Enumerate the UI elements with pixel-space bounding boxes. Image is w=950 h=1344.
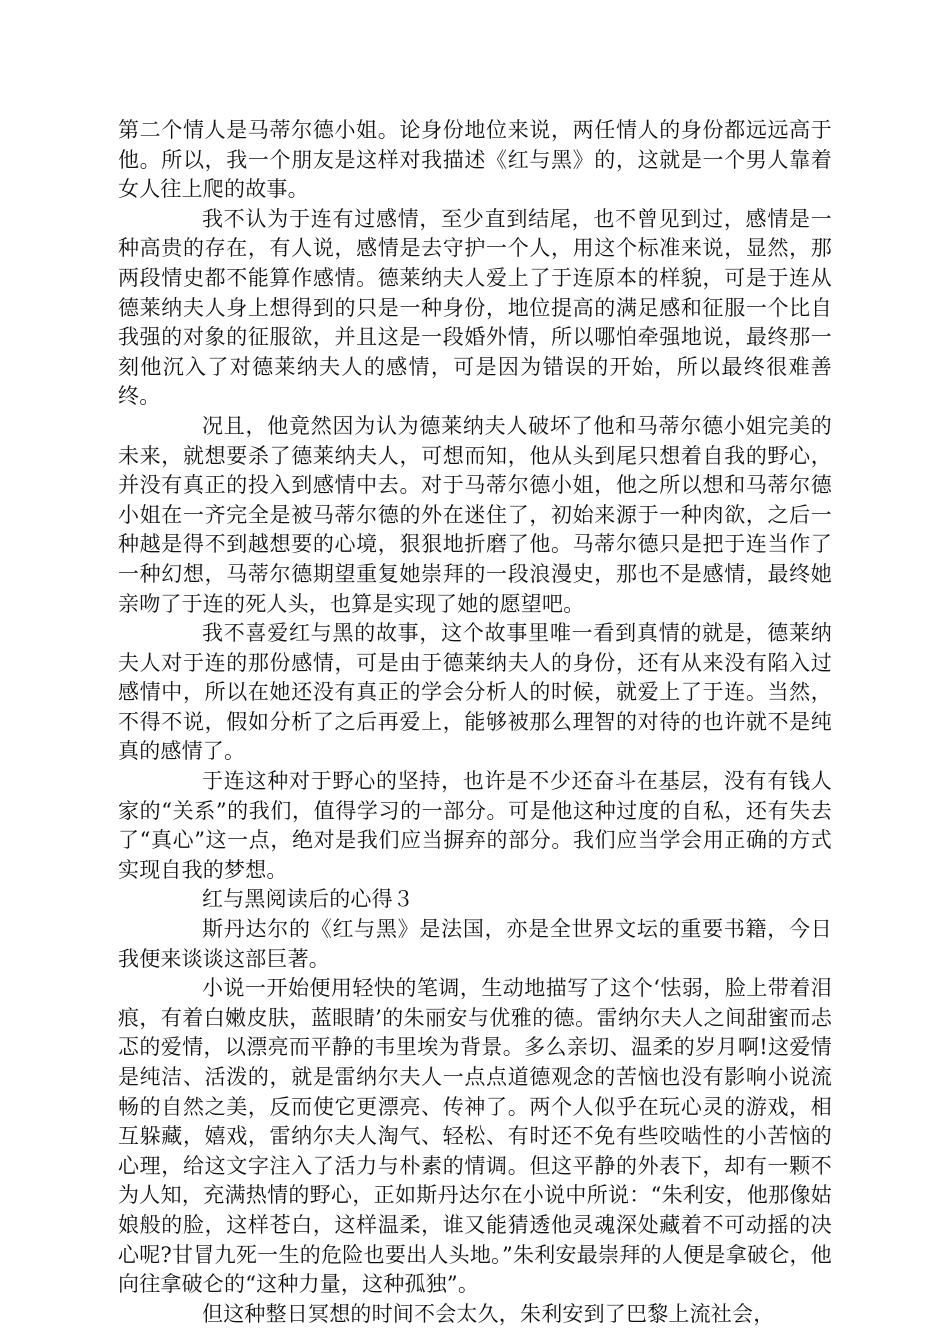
paragraph-2: 我不认为于连有过感情，至少直到结尾，也不曾见到过，感情是一种高贵的存在，有人说，感情是去守护一个人，用这个标准来说，显然，那两段情史都不能算作感情。德莱纳夫人爱上了于连原本的样貌，可是于连从德莱纳夫人身上想得到的只是一种身份，地位提高的满足感和征服一个比自我强的对象的征服欲，并且这是一段婚外情，所以哪怕牵强地说，最终那一刻他沉入了对德莱纳夫人的感情，可是因为错误的开始，所以最终很难善终。	[118, 206, 832, 409]
paragraph-1: 第二个情人是马蒂尔德小姐。论身份地位来说，两任情人的身份都远远高于他。所以，我一个朋友是这样对我描述《红与黑》的，这就是一个男人靠着女人往上爬的故事。	[118, 118, 832, 202]
paragraph-5: 于连这种对于野心的坚持，也许是不少还奋斗在基层，没有有钱人家的“关系”的我们，值得学习的一部分。可是他这种过度的自私，还有失去了“真心”这一点，绝对是我们应当摒弃的部分。我们应当学会用正确的方式实现自我的梦想。	[118, 769, 832, 882]
paragraph-8: 但这种整日冥想的时间不会太久，朱利安到了巴黎上流社会，	[202, 1301, 775, 1326]
paragraph-6: 斯丹达尔的《红与黑》是法国，亦是全世界文坛的重要书籍，今日我便来谈谈这部巨著。	[118, 917, 832, 971]
paragraph-3: 况且，他竟然因为认为德莱纳夫人破坏了他和马蒂尔德小姐完美的未来，就想要杀了德莱纳夫人，可想而知，他从头到尾只想着自我的野心，并没有真正的投入到感情中去。对于马蒂尔德小姐，他之所以想和马蒂尔德小姐在一齐完全是被马蒂尔德的外在迷住了，初始来源于一种肉欲，之后一种越是得不到越想要的心境，狠狠地折磨了他。马蒂尔德只是把于连当作了一种幻想，马蒂尔德期望重复她崇拜的一段浪漫史，那也不是感情，最终她亲吻了于连的死人头，也算是实现了她的愿望吧。	[118, 413, 832, 616]
section-heading: 红与黑阅读后的心得３	[202, 887, 414, 912]
document-body	[118, 116, 832, 1329]
paragraph-4: 我不喜爱红与黑的故事，这个故事里唯一看到真情的就是，德莱纳夫人对于连的那份感情，可是由于德莱纳夫人的身份，还有从来没有陷入过感情中，所以在她还没有真正的学会分析人的时候，就爱上了于连。当然，不得不说，假如分析了之后再爱上，能够被那么理智的对待的也许就不是纯真的感情了。	[118, 621, 832, 764]
paragraph-7: 小说一开始便用轻快的笔调，生动地描写了这个‘怯弱，脸上带着泪痕，有着白嫩皮肤，蓝眼睛’的朱丽安与优雅的德。雷纳尔夫人之间甜蜜而忐忑的爱情，以漂亮而平静的韦里埃为背景。多么亲切、温柔的岁月啊!这爱情是纯洁、活泼的，就是雷纳尔夫人一点点道德观念的苦恼也没有影响小说流畅的自然之美，反而使它更漂亮、传神了。两个人似乎在玩心灵的游戏，相互躲藏，嬉戏，雷纳尔夫人淘气、轻松、有时还不免有些咬啮性的小苦恼的心理，给这文字注入了活力与朴素的情调。但这平静的外表下，却有一颗不为人知，充满热情的野心，正如斯丹达尔在小说中所说：“朱利安，他那像姑娘般的脸，这样苍白，这样温柔，谁又能猜透他灵魂深处藏着不可动摇的决心呢?甘冒九死一生的危险也要出人头地。”朱利安最崇拜的人便是拿破仑，他向往拿破仑的“这种力量，这种孤独”。	[118, 976, 832, 1297]
